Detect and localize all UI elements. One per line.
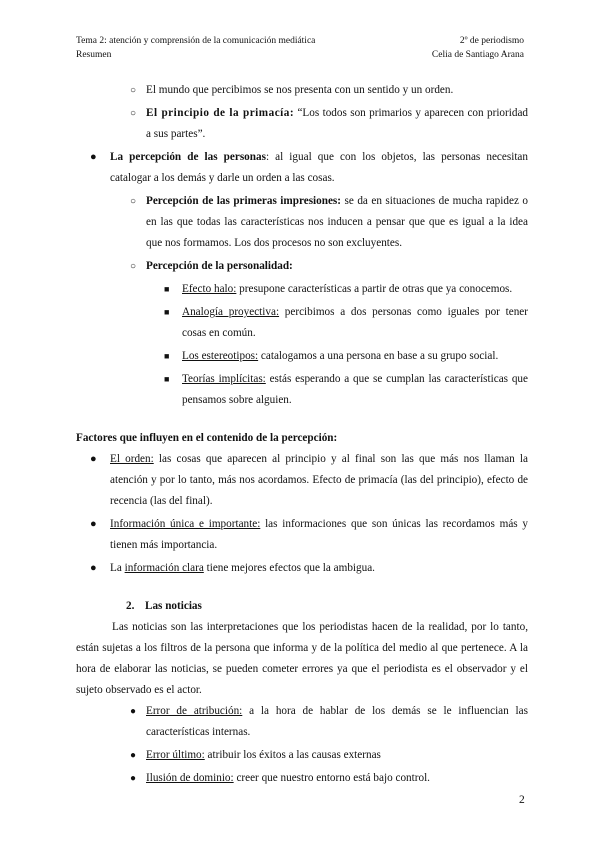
list-item: ■ Los estereotipos: catalogamos a una persona en base a su grupo social.	[76, 346, 528, 367]
page-number: 2	[519, 794, 525, 806]
list-item: ● La percepción de las personas: al igual que con los objetos, las personas necesitan catalogar a los demás y darle un orden a las cosas.	[76, 147, 528, 189]
list-item: ■ Efecto halo: presupone características a partir de otras que ya conocemos.	[76, 279, 528, 300]
square-bullet-icon: ■	[164, 351, 170, 361]
list-item: ○ Percepción de la personalidad:	[76, 256, 528, 277]
square-bullet-icon: ■	[164, 284, 170, 294]
list-item: ○ El principio de la primacía: “Los todos son primarios y aparecen con prioridad a sus partes”.	[76, 103, 528, 145]
bullet-icon: ●	[90, 151, 97, 163]
square-bullet-icon: ■	[164, 307, 170, 317]
list-item: ● Error último: atribuir los éxitos a las causas externas	[76, 745, 528, 766]
bullet-icon: ●	[90, 562, 97, 574]
section-number: 2.	[126, 600, 135, 612]
bullet-icon: ●	[90, 453, 97, 465]
list-item: ■ Analogía proyectiva: percibimos a dos personas como iguales por tener cosas en común.	[76, 302, 528, 344]
list-item: ● Ilusión de dominio: creer que nuestro entorno está bajo control.	[76, 768, 528, 789]
section-title: Las noticias	[145, 600, 202, 612]
circle-bullet-icon: ○	[130, 85, 137, 96]
list-item: ● Error de atribución: a la hora de hablar de los demás se le influencian las características internas.	[76, 701, 528, 743]
circle-bullet-icon: ○	[130, 196, 137, 207]
list-item: ○ Percepción de las primeras impresiones: se da en situaciones de mucha rapidez o en las que todas las características nos inducen a pensar que que es igual a la idea que nos formamos. Los dos procesos no son excluyentes.	[76, 191, 528, 254]
header-topic: Tema 2: atención y comprensión de la comunicación mediática	[76, 36, 316, 46]
section-heading	[76, 596, 528, 617]
header-course: 2º de periodismo	[459, 36, 524, 46]
list-item: ● Información única e importante: las informaciones que son únicas las recordamos más y tienen más importancia.	[76, 514, 528, 556]
bullet-icon: ●	[130, 750, 137, 761]
section-heading: Factores que influyen en el contenido de la percepción:	[76, 432, 338, 444]
list-item: ■ Teorías implícitas: estás esperando a que se cumplan las características que pensamos sobre alguien.	[76, 369, 528, 411]
square-bullet-icon: ■	[164, 374, 170, 384]
list-item: ● La información clara tiene mejores efectos que la ambigua.	[76, 558, 528, 579]
list-item: ○ El mundo que percibimos se nos presenta con un sentido y un orden.	[76, 80, 528, 101]
bullet-icon: ●	[130, 706, 137, 717]
circle-bullet-icon: ○	[130, 108, 137, 119]
bullet-icon: ●	[90, 518, 97, 530]
list-item: ● El orden: las cosas que aparecen al principio y al final son las que más nos llaman la atención y por lo tanto, más nos acordamos. Efecto de primacía (las del principio), efecto de recencia (las del final).	[76, 449, 528, 512]
paragraph: Las noticias son las interpretaciones que los periodistas hacen de la realidad, por lo tanto, están sujetas a los filtros de la persona que informa y de la política del medio al que pertenece. A la hora de elaborar las noticias, se pueden cometer errores ya que el periodista es el observador y el sujeto observado es el actor.	[76, 621, 528, 696]
bullet-icon: ●	[130, 773, 137, 784]
header-author: Celia de Santiago Arana	[431, 50, 524, 60]
circle-bullet-icon: ○	[130, 261, 137, 272]
header-doc-type: Resumen	[76, 50, 112, 60]
page-header	[76, 34, 524, 62]
page-content	[76, 80, 528, 789]
